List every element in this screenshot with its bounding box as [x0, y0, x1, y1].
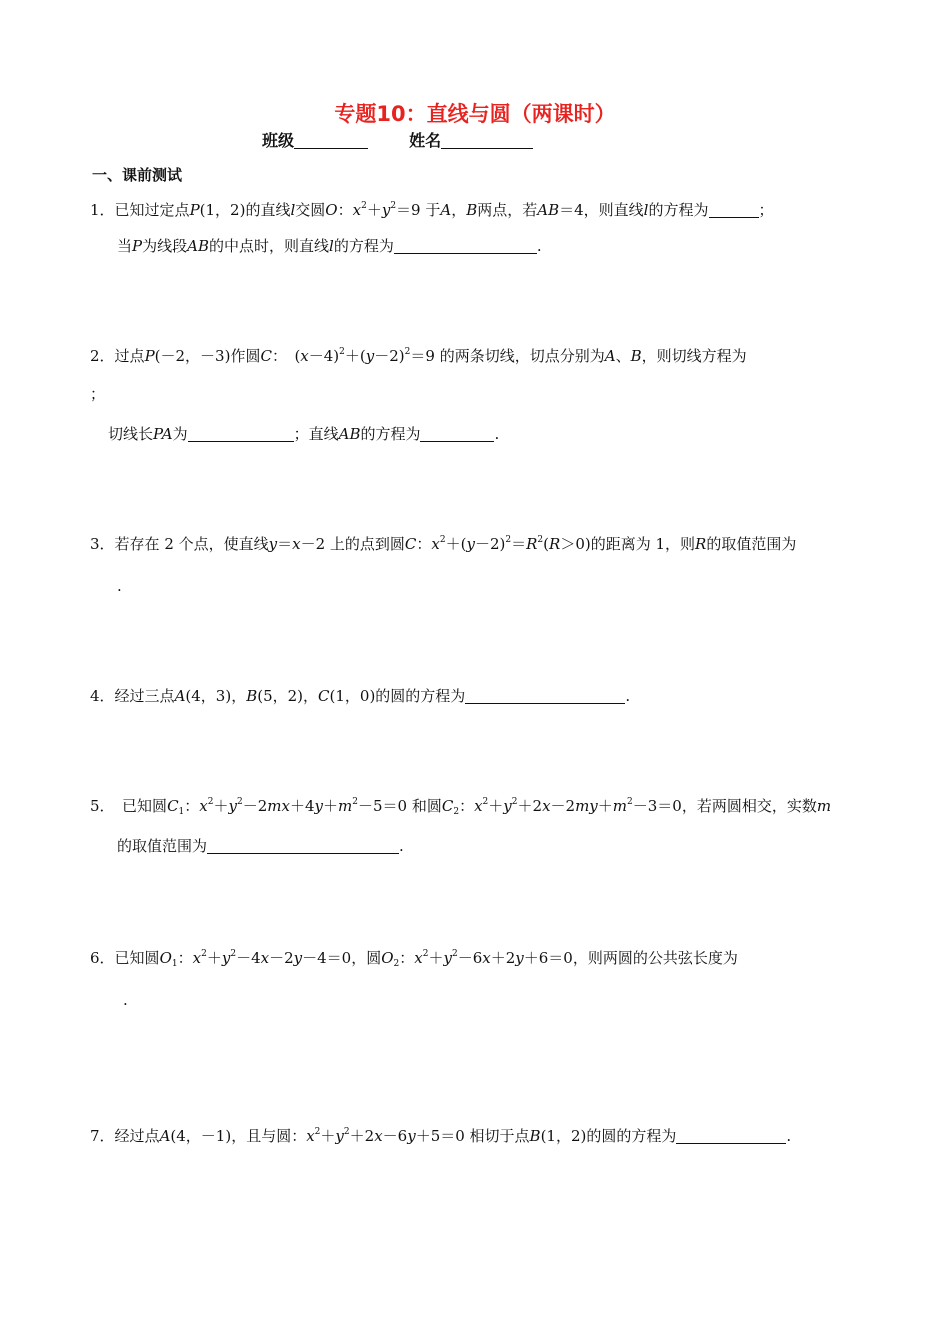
subscript: 2: [453, 807, 460, 817]
question-number: 6．: [90, 949, 115, 967]
text: ＝9 于: [396, 201, 441, 219]
text: －2: [269, 949, 294, 967]
text: 为: [172, 425, 188, 443]
math-var: C: [441, 797, 454, 815]
exponent: 2: [422, 949, 429, 959]
text: ＋2: [490, 949, 516, 967]
text: －6: [457, 949, 483, 967]
math-var: y: [228, 797, 237, 815]
text: (4，3)，: [185, 687, 247, 705]
exponent: 2: [451, 949, 458, 959]
math-var: mx: [267, 797, 290, 815]
question-7-line-1: [90, 1126, 791, 1146]
math-var: A: [159, 1127, 171, 1145]
exponent: 2: [439, 535, 446, 545]
math-var: R: [526, 535, 538, 553]
question-number: 5．: [90, 797, 108, 815]
text: －3＝0，若两圆相交，实数: [632, 797, 817, 815]
text: ；: [90, 385, 106, 403]
question-3-line-2: [117, 576, 122, 596]
math-var: x: [306, 1127, 315, 1145]
text: (4，－1)，且与圆：: [170, 1127, 307, 1145]
text: ＋6＝0，则两圆的公共弦长度为: [523, 949, 738, 967]
question-2-line-1: [90, 346, 747, 366]
math-var: m: [338, 797, 353, 815]
text: ＋: [213, 797, 229, 815]
math-var: C: [167, 797, 179, 815]
text: 的方程为: [333, 237, 394, 255]
class-name-line: [262, 128, 533, 151]
math-var: C: [318, 687, 330, 705]
question-4-line-1: [90, 686, 630, 706]
text: ：: [416, 535, 432, 553]
text: －4): [308, 347, 340, 365]
name-blank[interactable]: [441, 132, 533, 149]
text: 经过点: [114, 1127, 160, 1145]
question-number: 3．: [90, 535, 115, 553]
exponent: 2: [343, 1127, 350, 1137]
math-var: y: [314, 797, 323, 815]
class-label: 班级: [262, 131, 295, 150]
text: 两点，若: [477, 201, 538, 219]
math-var: y: [381, 201, 391, 219]
text: ；直线: [293, 425, 339, 443]
text: －2: [550, 797, 576, 815]
text: ＋(: [344, 347, 366, 365]
text: ：: [399, 949, 415, 967]
text: .: [786, 1127, 792, 1145]
text: ＝: [511, 535, 527, 553]
exponent: 2: [627, 797, 633, 807]
subscript: 2: [393, 959, 400, 969]
text: ＋(: [445, 535, 467, 553]
text: 已知过定点: [114, 201, 190, 219]
text: ＋2: [349, 1127, 375, 1145]
text: 已知圆: [114, 949, 160, 967]
text: ：: [177, 949, 193, 967]
math-var: l: [290, 201, 296, 219]
answer-blank[interactable]: [394, 238, 537, 254]
text: .: [536, 237, 542, 255]
math-var: x: [431, 535, 440, 553]
text: ＞0)的距离为 1，则: [560, 535, 696, 553]
text: .: [494, 425, 500, 443]
answer-blank[interactable]: [420, 426, 494, 442]
question-3-line-1: [90, 534, 796, 554]
answer-blank[interactable]: [676, 1128, 786, 1144]
math-var: x: [192, 949, 202, 967]
text: －6: [382, 1127, 408, 1145]
exponent: 2: [361, 201, 367, 211]
text: 为线段: [142, 237, 188, 255]
exponent: 2: [511, 797, 518, 807]
text: 过点: [114, 347, 145, 365]
question-6-line-1: [90, 948, 738, 968]
text: ＝: [277, 535, 293, 553]
math-var: x: [300, 347, 309, 365]
math-var: P: [144, 347, 155, 365]
text: ＋: [323, 797, 339, 815]
text: －4＝0，圆: [302, 949, 382, 967]
text: －2): [374, 347, 405, 365]
exponent: 2: [201, 949, 207, 959]
text: 的取值范围为: [117, 837, 208, 855]
text: ＋: [366, 201, 382, 219]
math-var: B: [630, 347, 642, 365]
math-var: A: [604, 347, 616, 365]
text: (5，2)，: [257, 687, 319, 705]
math-var: m: [612, 797, 628, 815]
math-var: P: [189, 201, 200, 219]
math-var: y: [443, 949, 452, 967]
math-var: AB: [338, 425, 361, 443]
text: (1，2)的直线: [199, 201, 291, 219]
text: ，: [451, 201, 467, 219]
text: －5＝0 和圆: [357, 797, 442, 815]
text: ：: [337, 201, 353, 219]
math-var: O: [159, 949, 172, 967]
math-var: x: [352, 201, 362, 219]
math-var: x: [542, 797, 551, 815]
text: ： (: [271, 347, 301, 365]
name-label: 姓名: [409, 131, 442, 150]
class-blank[interactable]: [294, 132, 368, 149]
math-var: B: [529, 1127, 541, 1145]
text: ＋: [206, 949, 222, 967]
exponent: 2: [207, 797, 214, 807]
math-var: x: [474, 797, 483, 815]
text: 、: [615, 347, 631, 365]
text: 当: [117, 237, 133, 255]
answer-blank[interactable]: [188, 426, 294, 442]
text: ＋: [488, 797, 504, 815]
text: (: [543, 535, 550, 553]
exponent: 2: [237, 797, 243, 807]
answer-blank[interactable]: [207, 838, 399, 854]
exponent: 2: [482, 797, 489, 807]
math-var: x: [374, 1127, 383, 1145]
math-var: x: [292, 535, 301, 553]
math-var: l: [329, 237, 334, 255]
math-var: PA: [153, 425, 173, 443]
text: ＝4，则直线: [559, 201, 644, 219]
math-var: P: [132, 237, 143, 255]
question-5-line-2: [117, 836, 404, 856]
exponent: 2: [505, 535, 512, 545]
question-number: 1．: [90, 201, 115, 219]
math-var: A: [174, 687, 186, 705]
question-1-line-2: [117, 236, 542, 256]
subscript: 1: [178, 807, 185, 817]
text: 切线长: [108, 425, 154, 443]
text: －4: [236, 949, 261, 967]
text: ＋: [428, 949, 444, 967]
math-var: y: [335, 1127, 344, 1145]
question-1-line-1: [90, 200, 774, 220]
text: .: [399, 837, 404, 855]
exponent: 2: [314, 1127, 321, 1137]
question-2-line-3: [108, 424, 499, 444]
math-var: B: [466, 201, 478, 219]
math-var: R: [695, 535, 707, 553]
exponent: 2: [352, 797, 358, 807]
question-number: 2．: [90, 347, 115, 365]
text: ＋: [597, 797, 613, 815]
text: ：: [459, 797, 475, 815]
math-var: x: [414, 949, 423, 967]
text: ＋4: [289, 797, 315, 815]
math-var: y: [221, 949, 231, 967]
text: ＋5＝0 相切于点: [415, 1127, 530, 1145]
text: 已知圆: [107, 797, 168, 815]
math-var: B: [246, 687, 258, 705]
math-var: C: [260, 347, 272, 365]
text: ＋2: [517, 797, 543, 815]
text: ；: [758, 201, 774, 219]
math-var: R: [549, 535, 561, 553]
math-var: x: [260, 949, 270, 967]
text: 的中点时，则直线: [208, 237, 329, 255]
question-5-line-1: [90, 796, 831, 816]
math-var: AB: [187, 237, 209, 255]
math-var: O: [325, 201, 338, 219]
text: (1，0)的圆的方程为: [329, 687, 466, 705]
math-var: y: [365, 347, 375, 365]
text: ，则切线方程为: [641, 347, 747, 365]
text: 经过三点: [114, 687, 175, 705]
text: .: [123, 991, 128, 1009]
exponent: 2: [537, 535, 544, 545]
math-var: A: [440, 201, 452, 219]
text: 的取值范围为: [706, 535, 797, 553]
text: －2 上的点到圆: [300, 535, 405, 553]
math-var: m: [816, 797, 832, 815]
text: ＝9 的两条切线，切点分别为: [410, 347, 605, 365]
question-number: 4．: [90, 687, 115, 705]
text: ＋: [320, 1127, 336, 1145]
exponent: 2: [230, 949, 237, 959]
text: .: [117, 577, 122, 595]
text: ：: [184, 797, 200, 815]
question-2-line-2: [90, 384, 105, 404]
question-6-line-2: [123, 990, 128, 1010]
exponent: 2: [390, 201, 397, 211]
answer-blank[interactable]: [709, 202, 759, 218]
text: (－2，－3)作圆: [154, 347, 261, 365]
subscript: 1: [171, 959, 178, 969]
math-var: y: [407, 1127, 416, 1145]
answer-blank[interactable]: [465, 688, 625, 704]
math-var: y: [503, 797, 512, 815]
exponent: 2: [339, 347, 345, 357]
math-var: y: [515, 949, 524, 967]
section-heading: 一、课前测试: [92, 166, 183, 184]
question-number: 7．: [90, 1127, 115, 1145]
math-var: y: [268, 535, 278, 553]
math-var: x: [199, 797, 208, 815]
math-var: my: [575, 797, 598, 815]
text: －2: [242, 797, 268, 815]
math-var: y: [466, 535, 475, 553]
math-var: x: [482, 949, 491, 967]
text: －2): [474, 535, 506, 553]
math-var: y: [293, 949, 303, 967]
text: (1，2)的圆的方程为: [540, 1127, 677, 1145]
text: 若存在 2 个点，使直线: [114, 535, 269, 553]
text: 交圆: [295, 201, 326, 219]
math-var: l: [643, 201, 649, 219]
exponent: 2: [404, 347, 411, 357]
page-title: 专题10：直线与圆（两课时）: [334, 102, 616, 126]
math-var: O: [381, 949, 394, 967]
math-var: C: [404, 535, 417, 553]
text: 的方程为: [360, 425, 421, 443]
text: .: [625, 687, 631, 705]
math-var: AB: [537, 201, 560, 219]
text: 的方程为: [648, 201, 709, 219]
